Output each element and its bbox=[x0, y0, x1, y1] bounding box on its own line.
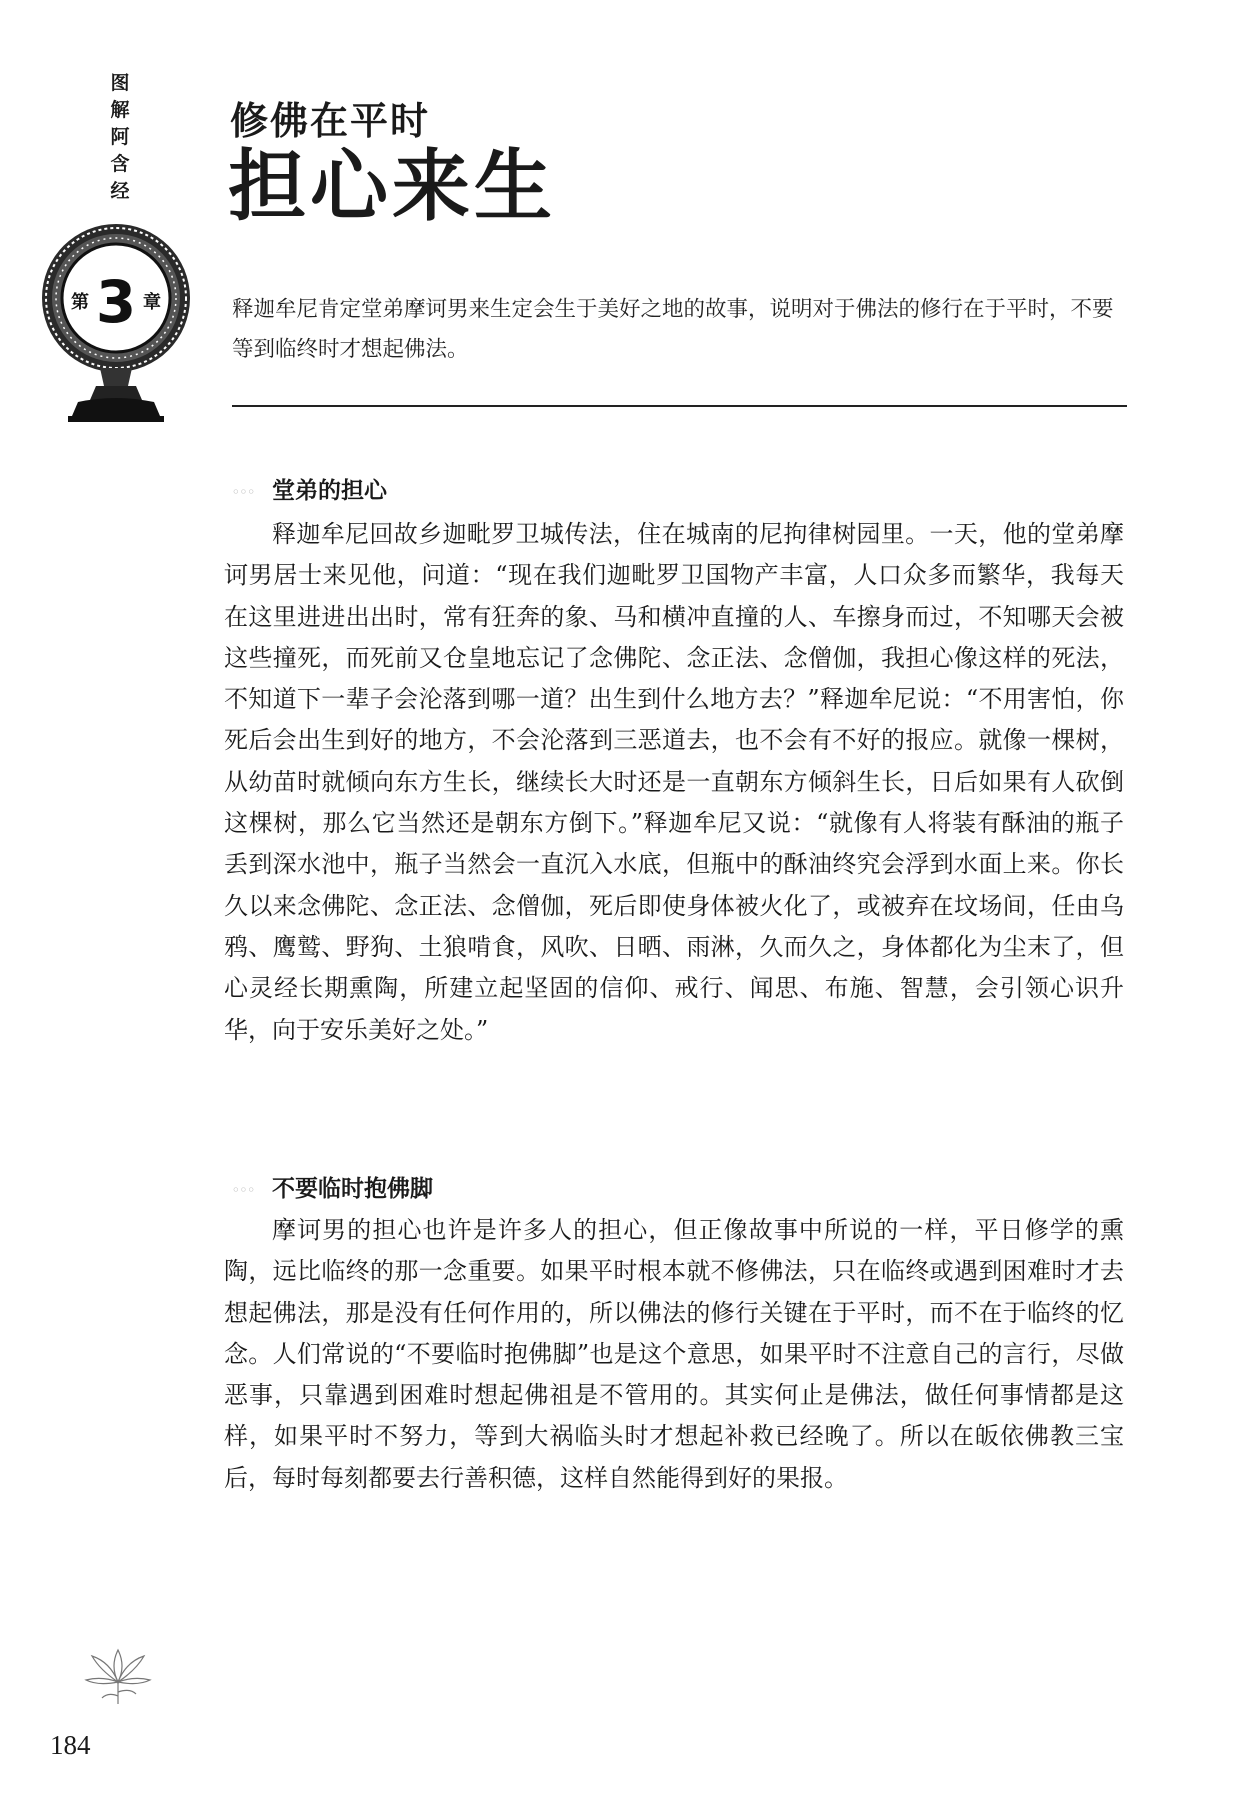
divider bbox=[232, 405, 1127, 407]
section-heading bbox=[232, 1170, 433, 1203]
section-heading-text: 不要临时抱佛脚 bbox=[272, 1176, 433, 1202]
badge-number: 3 bbox=[95, 268, 137, 336]
book-title-char: 经 bbox=[110, 180, 130, 202]
chapter-intro: 释迦牟尼肯定堂弟摩诃男来生定会生于美好之地的故事，说明对于佛法的修行在于平时，不要等到临终时才想起佛法。 bbox=[232, 297, 1114, 362]
book-title-vertical bbox=[100, 70, 140, 205]
section-paragraph: 摩诃男的担心也许是许多人的担心，但正像故事中所说的一样，平日修学的熏陶，远比临终的那一念重要。如果平时根本就不修佛法，只在临终或遇到困难时才去想起佛法，那是没有任何作用的，所以佛法的修行关键在于平时，而不在于临终的忆念。人们常说的“不要临时抱佛脚”也是这个意思，如果平时不注意自己的言行，尽做恶事，只靠遇到困难时想起佛祖是不管用的。其实何止是佛法，做任何事情都是这样，如果平时不努力，等到大祸临头时才想起补救已经晚了。所以在皈依佛教三宝后，每时每刻都要去行善积德，这样自然能得到好的果报。 bbox=[224, 1216, 1124, 1492]
badge-suffix: 章 bbox=[143, 292, 161, 313]
badge-prefix: 第 bbox=[71, 292, 89, 313]
chapter-badge bbox=[38, 218, 194, 426]
chapter-title: 担心来生 bbox=[228, 141, 557, 232]
badge-stand-icon bbox=[68, 368, 164, 422]
book-title-char: 含 bbox=[110, 153, 130, 175]
section-heading-text: 堂弟的担心 bbox=[272, 478, 387, 504]
section-heading bbox=[232, 472, 387, 505]
chapter-subtitle: 修佛在平时 bbox=[230, 98, 431, 143]
book-title-char: 图 bbox=[110, 72, 130, 94]
page-number: 184 bbox=[50, 1730, 91, 1760]
section-bullet-icon: ◦◦◦ bbox=[232, 1182, 256, 1197]
lotus-flower-icon bbox=[80, 1640, 156, 1710]
section-bullet-icon: ◦◦◦ bbox=[232, 484, 256, 499]
section-paragraph: 释迦牟尼回故乡迦毗罗卫城传法，住在城南的尼拘律树园里。一天，他的堂弟摩诃男居士来见他，问道：“现在我们迦毗罗卫国物产丰富，人口众多而繁华，我每天在这里进进出出时，常有狂奔的象、马和横冲直撞的人、车擦身而过，不知哪天会被这些撞死，而死前又仓皇地忘记了念佛陀、念正法、念僧伽，我担心像这样的死法，不知道下一辈子会沦落到哪一道？出生到什么地方去？”释迦牟尼说：“不用害怕，你死后会出生到好的地方，不会沦落到三恶道去，也不会有不好的报应。就像一棵树，从幼苗时就倾向东方生长，继续长大时还是一直朝东方倾斜生长，日后如果有人砍倒这棵树，那么它当然还是朝东方倒下。”释迦牟尼又说：“就像有人将装有酥油的瓶子丢到深水池中，瓶子当然会一直沉入水底，但瓶中的酥油终究会浮到水面上来。你长久以来念佛陀、念正法、念僧伽，死后即使身体被火化了，或被弃在坟场间，任由乌鸦、鹰鹫、野狗、土狼啃食，风吹、日晒、雨淋，久而久之，身体都化为尘末了，但心灵经长期熏陶，所建立起坚固的信仰、戒行、闻思、布施、智慧，会引领心识升华，向于安乐美好之处。” bbox=[224, 520, 1124, 1044]
book-title-char: 阿 bbox=[110, 126, 130, 148]
book-title-char: 解 bbox=[110, 99, 130, 121]
